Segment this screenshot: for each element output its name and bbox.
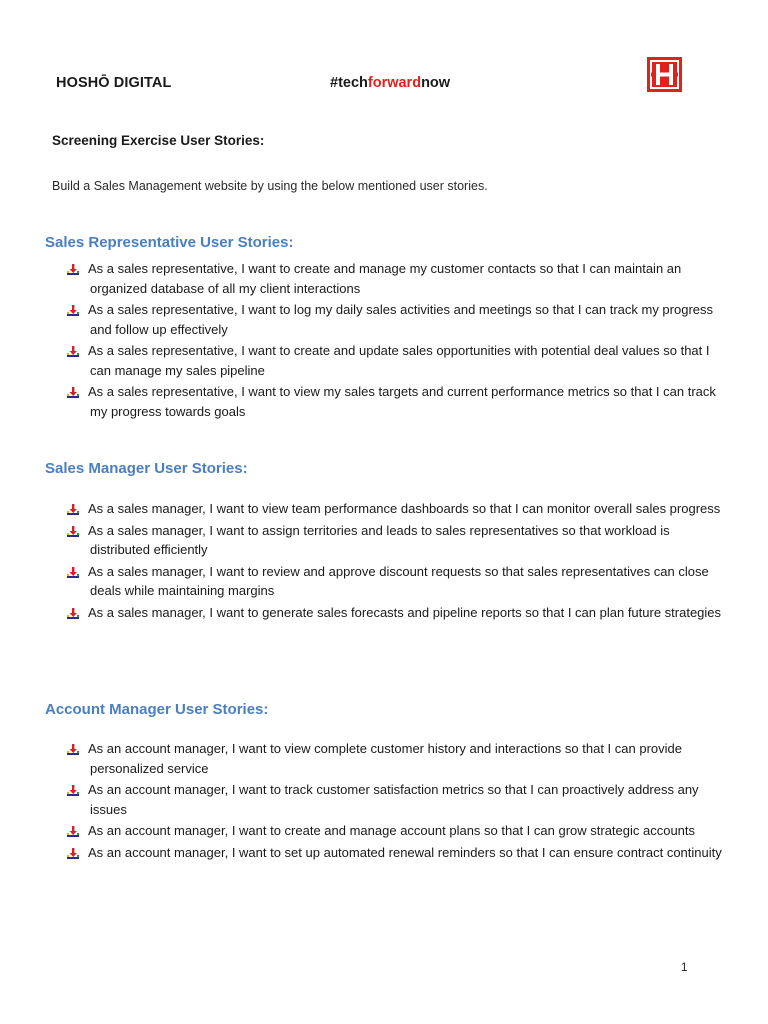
story-text: As a sales representative, I want to log my daily sales activities and meetings so that I can track my progress and follow up effectively [88,302,714,337]
arrow-bullet-icon [66,565,80,578]
hashtag-suffix: now [421,75,451,91]
arrow-bullet-icon [66,783,80,796]
section-heading-account-manager: Account Manager User Stories: [45,701,269,718]
list-item [66,499,726,519]
story-text: As a sales manager, I want to generate sales forecasts and pipeline reports so that I can plan future strategies [88,604,722,620]
list-item [66,843,726,863]
story-text: As an account manager, I want to track customer satisfaction metrics so that I can proactively address any issues [88,782,699,817]
list-item [66,562,726,601]
list-item [66,521,726,560]
list-item [66,821,726,841]
page-number: 1 [681,962,688,974]
arrow-bullet-icon [66,742,80,755]
list-item [66,259,726,298]
list-item [66,382,726,421]
arrow-bullet-icon [66,824,80,837]
story-text: As a sales manager, I want to assign territories and leads to sales representatives so that workload is distributed efficiently [88,522,670,557]
story-text: As a sales representative, I want to create and manage my customer contacts so that I can maintain an organized database of all my client interactions [88,261,682,296]
h-logo-icon [647,57,682,92]
arrow-bullet-icon [66,385,80,398]
arrow-bullet-icon [66,606,80,619]
list-item [66,780,726,819]
section-heading-sales-representative: Sales Representative User Stories: [45,234,294,251]
section-heading-sales-manager: Sales Manager User Stories: [45,460,248,477]
brand-name: HOSHŌ DIGITAL [56,75,172,91]
arrow-bullet-icon [66,524,80,537]
story-text: As a sales representative, I want to view my sales targets and current performance metrics so that I can track my progress towards goals [88,384,716,419]
story-text: As an account manager, I want to create and manage account plans so that I can grow strategic accounts [88,823,696,838]
story-text: As a sales representative, I want to create and update sales opportunities with potential deal values so that I can manage my sales pipeline [88,343,710,378]
list-item [66,300,726,339]
hashtag-accent: forward [367,75,422,91]
hashtag-prefix: #tech [330,75,368,91]
hashtag [330,75,450,91]
arrow-bullet-icon [66,846,80,859]
arrow-bullet-icon [66,303,80,316]
story-text: As a sales manager, I want to view team performance dashboards so that I can monitor overall sales progress [88,501,721,516]
story-list-sales-representative [66,259,726,423]
story-text: As an account manager, I want to set up automated renewal reminders so that I can ensure contract continuity [88,844,722,860]
story-list-sales-manager [66,499,726,624]
story-text: As a sales manager, I want to review and approve discount requests so that sales representatives can close deals while maintaining margins [88,563,709,598]
list-item [66,739,726,778]
list-item [66,341,726,380]
list-item [66,603,726,623]
arrow-bullet-icon [66,344,80,357]
story-text: As an account manager, I want to view complete customer history and interactions so that I can provide personalized service [88,741,682,776]
story-list-account-manager [66,739,726,864]
document-title: Screening Exercise User Stories: [52,133,265,148]
intro-text: Build a Sales Management website by using the below mentioned user stories. [52,179,488,193]
arrow-bullet-icon [66,502,80,515]
arrow-bullet-icon [66,262,80,275]
